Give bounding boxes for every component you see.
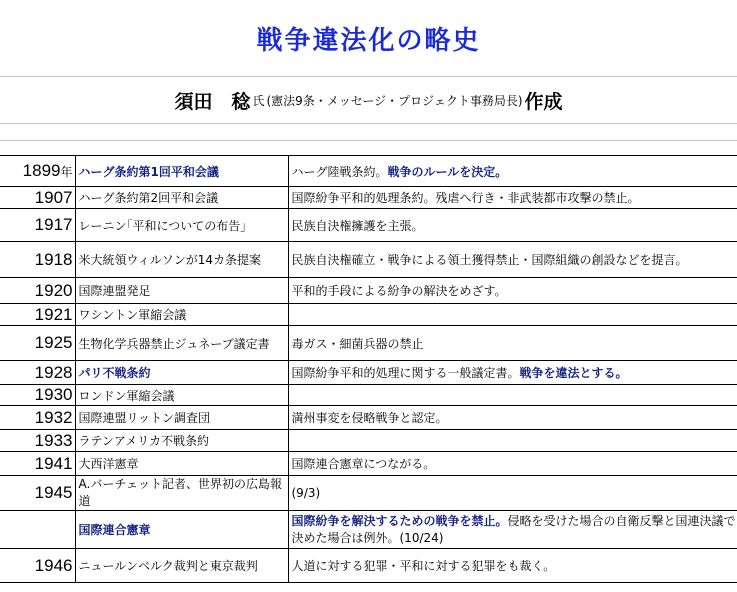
table-row <box>0 242 737 278</box>
note-cell: (9/3) <box>288 476 737 511</box>
event-cell: 生物化学兵器禁止ジュネーブ議定書 <box>75 326 288 361</box>
year-cell: 1928 <box>0 361 75 385</box>
year-cell: 1941 <box>0 452 75 476</box>
event-cell: ニュールンベルク裁判と東京裁判 <box>75 549 288 583</box>
event-cell: レーニン｢平和についての布告｣ <box>75 209 288 242</box>
note-cell: 平和的手段による紛争の解決をめざす。 <box>288 278 737 304</box>
note-cell: 満州事変を侵略戦争と認定。 <box>288 406 737 430</box>
table-row <box>0 549 737 583</box>
table-row <box>0 511 737 549</box>
note-cell <box>288 430 737 452</box>
author-suffix: 作成 <box>524 90 563 113</box>
table-row <box>0 361 737 385</box>
note-cell: 民族自決権擁護を主張。 <box>288 209 737 242</box>
table-row <box>0 406 737 430</box>
note-cell <box>288 304 737 326</box>
author-affiliation: (憲法9条・メッセージ・プロジェクト事務局長) <box>266 93 523 108</box>
event-cell: ハーグ条約第1回平和会議 <box>75 156 288 187</box>
note-cell <box>288 385 737 406</box>
year-cell: 1921 <box>0 304 75 326</box>
note-cell: 国際紛争平和的処理に関する一般議定書。戦争を違法とする。 <box>288 361 737 385</box>
event-cell: 国際連盟発足 <box>75 278 288 304</box>
divider <box>0 140 737 141</box>
table-row <box>0 187 737 209</box>
note-cell: 毒ガス・細菌兵器の禁止 <box>288 326 737 361</box>
year-cell: 1918 <box>0 242 75 278</box>
note-cell: 人道に対する犯罪・平和に対する犯罪をも裁く。 <box>288 549 737 583</box>
table-row <box>0 304 737 326</box>
year-cell: 1925 <box>0 326 75 361</box>
event-cell: 米大統領ウィルソンが14カ条提案 <box>75 242 288 278</box>
table-row <box>0 278 737 304</box>
table-row <box>0 156 737 187</box>
page-title: 戦争違法化の略史 <box>256 25 481 56</box>
event-cell: ロンドン軍縮会議 <box>75 385 288 406</box>
year-cell: 1946 <box>0 549 75 583</box>
table-row <box>0 452 737 476</box>
table-row <box>0 385 737 406</box>
table-row <box>0 430 737 452</box>
event-cell: ワシントン軍縮会議 <box>75 304 288 326</box>
author-line <box>0 77 737 123</box>
event-cell: A.バーチェット記者、世界初の広島報道 <box>75 476 288 511</box>
event-cell: ラテンアメリカ不戦条約 <box>75 430 288 452</box>
event-cell: 国際連合憲章 <box>75 511 288 549</box>
year-cell: 1930 <box>0 385 75 406</box>
table-row <box>0 476 737 511</box>
author-honorific: 氏 <box>252 93 265 108</box>
year-cell: 1945 <box>0 476 75 511</box>
table-row <box>0 326 737 361</box>
history-table <box>0 155 737 583</box>
year-cell: 1920 <box>0 278 75 304</box>
year-cell: 1907 <box>0 187 75 209</box>
year-cell: 1917 <box>0 209 75 242</box>
note-cell: 民族自決権確立・戦争による領土獲得禁止・国際組織の創設などを提言。 <box>288 242 737 278</box>
note-cell: 国際紛争を解決するための戦争を禁止。侵略を受けた場合の自衛反撃と国連決議で決めた場合は例外。(10/24) <box>288 511 737 549</box>
table-row <box>0 209 737 242</box>
divider <box>0 123 737 124</box>
note-cell: ハーグ陸戦条約。戦争のルールを決定。 <box>288 156 737 187</box>
note-cell: 国際連合憲章につながる。 <box>288 452 737 476</box>
event-cell: ハーグ条約第2回平和会議 <box>75 187 288 209</box>
event-cell: 大西洋憲章 <box>75 452 288 476</box>
note-cell: 国際紛争平和的処理条約。残虐へ行き・非武装都市攻撃の禁止。 <box>288 187 737 209</box>
year-cell: 1932 <box>0 406 75 430</box>
event-cell: パリ不戦条約 <box>75 361 288 385</box>
year-cell <box>0 511 75 549</box>
year-cell: 1899年 <box>0 156 75 187</box>
author-name: 須田 稔 <box>174 90 251 113</box>
year-cell: 1933 <box>0 430 75 452</box>
event-cell: 国際連盟リットン調査団 <box>75 406 288 430</box>
